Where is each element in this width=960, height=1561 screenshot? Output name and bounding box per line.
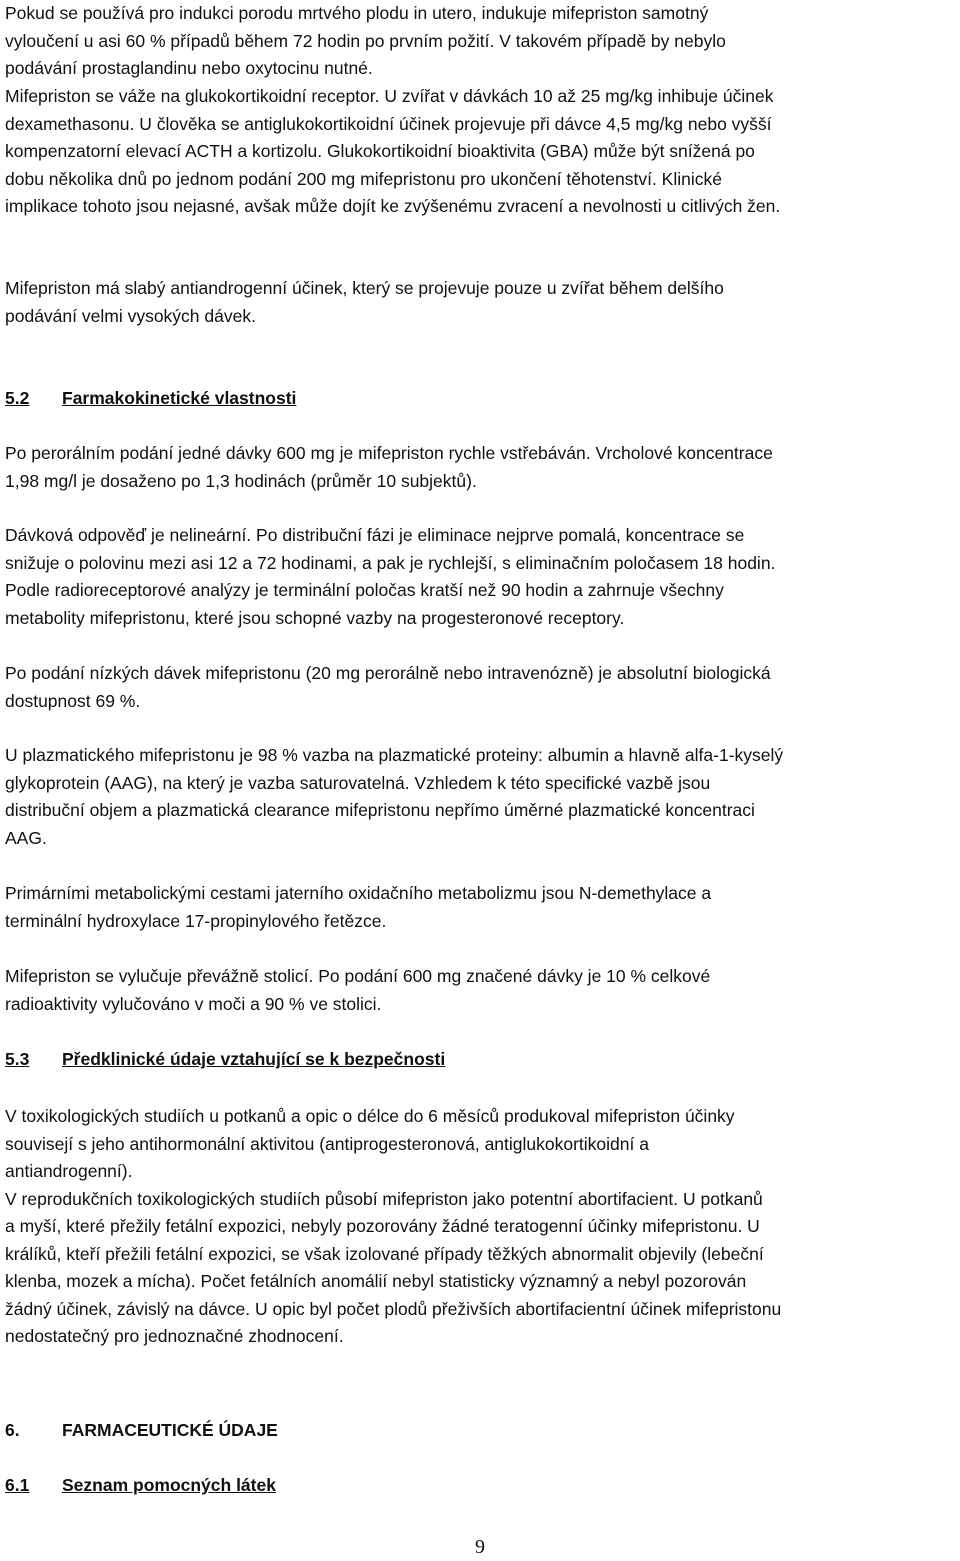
- text-line: dostupnost 69 %.: [5, 690, 141, 711]
- text-line: antiandrogenní).: [5, 1161, 133, 1181]
- text-line: V toxikologických studiích u potkanů a opic o délce do 6 měsíců produkoval mifepriston účinky: [5, 1106, 735, 1126]
- section-heading-6: 6. FARMACEUTICKÉ ÚDAJE: [5, 1420, 278, 1440]
- paragraph-distribution: [5, 522, 957, 632]
- text-line: Podle radioreceptorové analýzy je terminální poločas kratší než 90 hodin a zahrnuje všechny: [5, 580, 724, 600]
- text-line: snižuje o polovinu mezi asi 12 a 72 hodinami, a pak je rychlejší, s eliminačním poločasem 18 hodin.: [5, 552, 776, 573]
- text-line: distribuční objem a plazmatická clearance mifepristonu nepřímo úměrné plazmatické koncentraci: [5, 800, 755, 820]
- section-heading-5-3: 5.3 Předklinické údaje vztahující se k bezpečnosti: [5, 1049, 446, 1069]
- text-line: vyloučení u asi 60 % případů během 72 hodin po prvním požití. V takovém případě by nebylo: [5, 30, 726, 51]
- text-line: žádný účinek, závislý na dávce. U opic byl počet plodů přeživších abortifacientní účinek mifepristonu: [5, 1298, 782, 1319]
- section-heading-5-2: 5.2 Farmakokinetické vlastnosti: [5, 388, 297, 408]
- text-line: Mifepriston se váže na glukokortikoidní receptor. U zvířat v dávkách 10 až 25 mg/kg inhibuje účinek: [5, 86, 774, 106]
- text-line: U plazmatického mifepristonu je 98 % vazba na plazmatické proteiny: albumin a hlavně alfa-1-kyselý: [5, 745, 784, 765]
- text-line: souvisejí s jeho antihormonální aktivitou (antiprogesteronová, antiglukokortikoidní a: [5, 1133, 649, 1154]
- text-line: a myší, které přežily fetální expozici, nebyly pozorovány žádné teratogenní účinky mifepristonu. U: [5, 1216, 760, 1236]
- section-heading-6-1: 6.1 Seznam pomocných látek: [5, 1475, 276, 1495]
- paragraph-protein-binding: [5, 742, 957, 852]
- text-line: Pokud se používá pro indukci porodu mrtvého plodu in utero, indukuje mifepriston samotný: [5, 3, 709, 23]
- paragraph-metabolism: [5, 880, 957, 935]
- text-line: Po perorálním podání jedné dávky 600 mg je mifepriston rychle vstřebáván. Vrcholové koncentrace: [5, 443, 773, 463]
- paragraph-induction: [5, 0, 957, 83]
- paragraph-preclinical: [5, 1103, 957, 1351]
- text-line: dexamethasonu. U člověka se antiglukokortikoidní účinek projevuje při dávce 4,5 mg/kg nebo vyšší: [5, 113, 772, 134]
- text-line: implikace tohoto jsou nejasné, avšak může dojít ke zvýšenému zvracení a nevolnosti u citlivých žen.: [5, 196, 781, 216]
- text-line: nedostatečný pro jednoznačné zhodnocení.: [5, 1326, 344, 1346]
- text-line: Po podání nízkých dávek mifepristonu (20 mg perorálně nebo intravenózně) je absolutní biologická: [5, 663, 771, 683]
- text-line: kompenzatorní elevací ACTH a kortizolu. Glukokortikoidní bioaktivita (GBA) může být snížená po: [5, 141, 755, 161]
- text-line: podávání prostaglandinu nebo oxytocinu nutné.: [5, 58, 373, 78]
- text-line: podávání velmi vysokých dávek.: [5, 305, 256, 326]
- paragraph-bioavailability: [5, 660, 957, 715]
- text-line: dobu několika dnů po jednom podání 200 mg mifepristonu pro ukončení těhotenství. Klinické: [5, 168, 722, 189]
- text-line: glykoprotein (AAG), na který je vazba saturovatelná. Vzhledem k této specifické vazbě jsou: [5, 772, 711, 793]
- text-line: terminální hydroxylace 17-propinylového řetězce.: [5, 910, 387, 931]
- text-line: 1,98 mg/l je dosaženo po 1,3 hodinách (průměr 10 subjektů).: [5, 470, 477, 491]
- text-line: klenba, mozek a mícha). Počet fetálních anomálií nebyl statisticky významný a nebyl pozorován: [5, 1271, 747, 1291]
- text-line: Mifepriston se vylučuje převážně stolicí. Po podání 600 mg značené dávky je 10 % celkové: [5, 966, 711, 986]
- paragraph-antiandrogen: [5, 275, 957, 330]
- paragraph-absorption: [5, 440, 957, 495]
- text-line: AAG.: [5, 827, 47, 848]
- text-line: radioaktivity vylučováno v moči a 90 % ve stolici.: [5, 993, 382, 1014]
- page-number: 9: [475, 1536, 485, 1558]
- text-line: Primárními metabolickými cestami jaterního oxidačního metabolizmu jsou N-demethylace a: [5, 883, 712, 903]
- text-line: metabolity mifepristonu, které jsou schopné vazby na progesteronové receptory.: [5, 607, 625, 628]
- text-line: Dávková odpověď je nelineární. Po distribuční fázi je eliminace nejprve pomalá, koncentrace se: [5, 525, 745, 545]
- text-line: Mifepriston má slabý antiandrogenní účinek, který se projevuje pouze u zvířat během delšího: [5, 278, 724, 298]
- paragraph-glucocorticoid: [5, 83, 957, 221]
- text-line: králíků, kteří přežili fetální expozici, se však izolované případy těžkých abnormalit objevily (lebeční: [5, 1243, 764, 1264]
- paragraph-excretion: [5, 963, 957, 1018]
- text-line: V reprodukčních toxikologických studiích působí mifepriston jako potentní abortifacient. U potkanů: [5, 1188, 763, 1209]
